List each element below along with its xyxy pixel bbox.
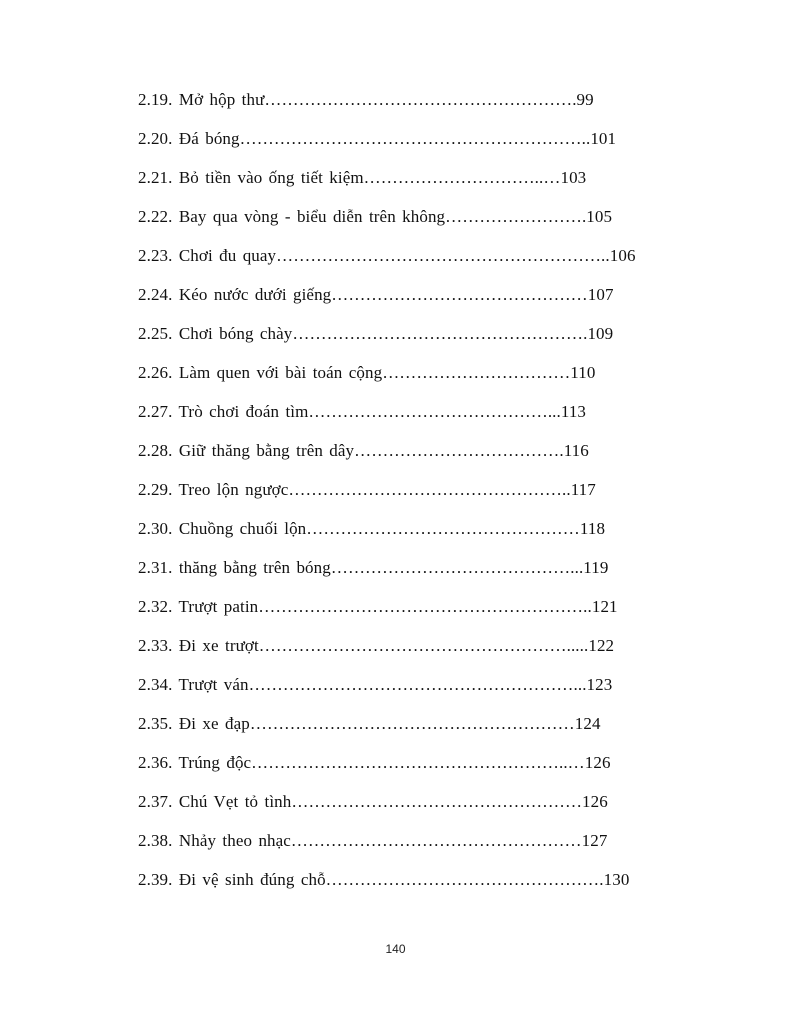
toc-entry-2-21: 2.21. Bỏ tiền vào ống tiết kiệm…………………………..…103 (138, 168, 587, 187)
toc-entry-2-38: 2.38. Nhảy theo nhạc……………………………………………127 (138, 831, 608, 850)
toc-entry-2-22: 2.22. Bay qua vòng - biểu diễn trên không…………………….105 (138, 207, 613, 226)
toc-entry-2-26: 2.26. Làm quen với bài toán cộng……………………………110 (138, 363, 596, 382)
toc-entry-2-19: 2.19. Mở hộp thư……………………………………………….99 (138, 90, 594, 109)
toc-entry-2-36: 2.36. Trúng độc………………………………………………..…126 (138, 753, 611, 772)
toc-entry-2-28: 2.28. Giữ thăng bằng trên dây……………………………….116 (138, 441, 589, 460)
toc-entry-2-24: 2.24. Kéo nước dưới giếng………………………………………107 (138, 285, 614, 304)
toc-entry-2-29: 2.29. Treo lộn ngược…………………………………………..117 (138, 480, 596, 499)
toc-entry-2-30: 2.30. Chuồng chuối lộn…………………………………………118 (138, 519, 606, 538)
toc-entry-2-34: 2.34. Trượt ván…………………………………………………...123 (138, 675, 613, 694)
toc-entry-2-20: 2.20. Đá bóng……………………………………………………..101 (138, 129, 617, 148)
toc-entry-2-39: 2.39. Đi vệ sinh đúng chỗ………………………………………….130 (138, 870, 630, 889)
toc-entry-2-32: 2.32. Trượt patin…………………………………………………..121 (138, 597, 618, 616)
toc-entry-2-37: 2.37. Chú Vẹt tỏ tình……………………………………………126 (138, 792, 608, 811)
toc-entry-2-31: 2.31. thăng bằng trên bóng……………………………………...119 (138, 558, 609, 577)
toc-entry-2-27: 2.27. Trò chơi đoán tìm……………………………………...113 (138, 402, 587, 421)
toc-entry-2-33: 2.33. Đi xe trượt……………………………………………….....122 (138, 636, 615, 655)
toc-entry-2-35: 2.35. Đi xe đạp…………………………………………………124 (138, 714, 601, 733)
toc-entry-2-23: 2.23. Chơi đu quay…………………………………………………..106 (138, 246, 636, 265)
toc-entry-2-25: 2.25. Chơi bóng chày…………………………………………….109 (138, 324, 614, 343)
page-number: 140 (385, 942, 406, 956)
